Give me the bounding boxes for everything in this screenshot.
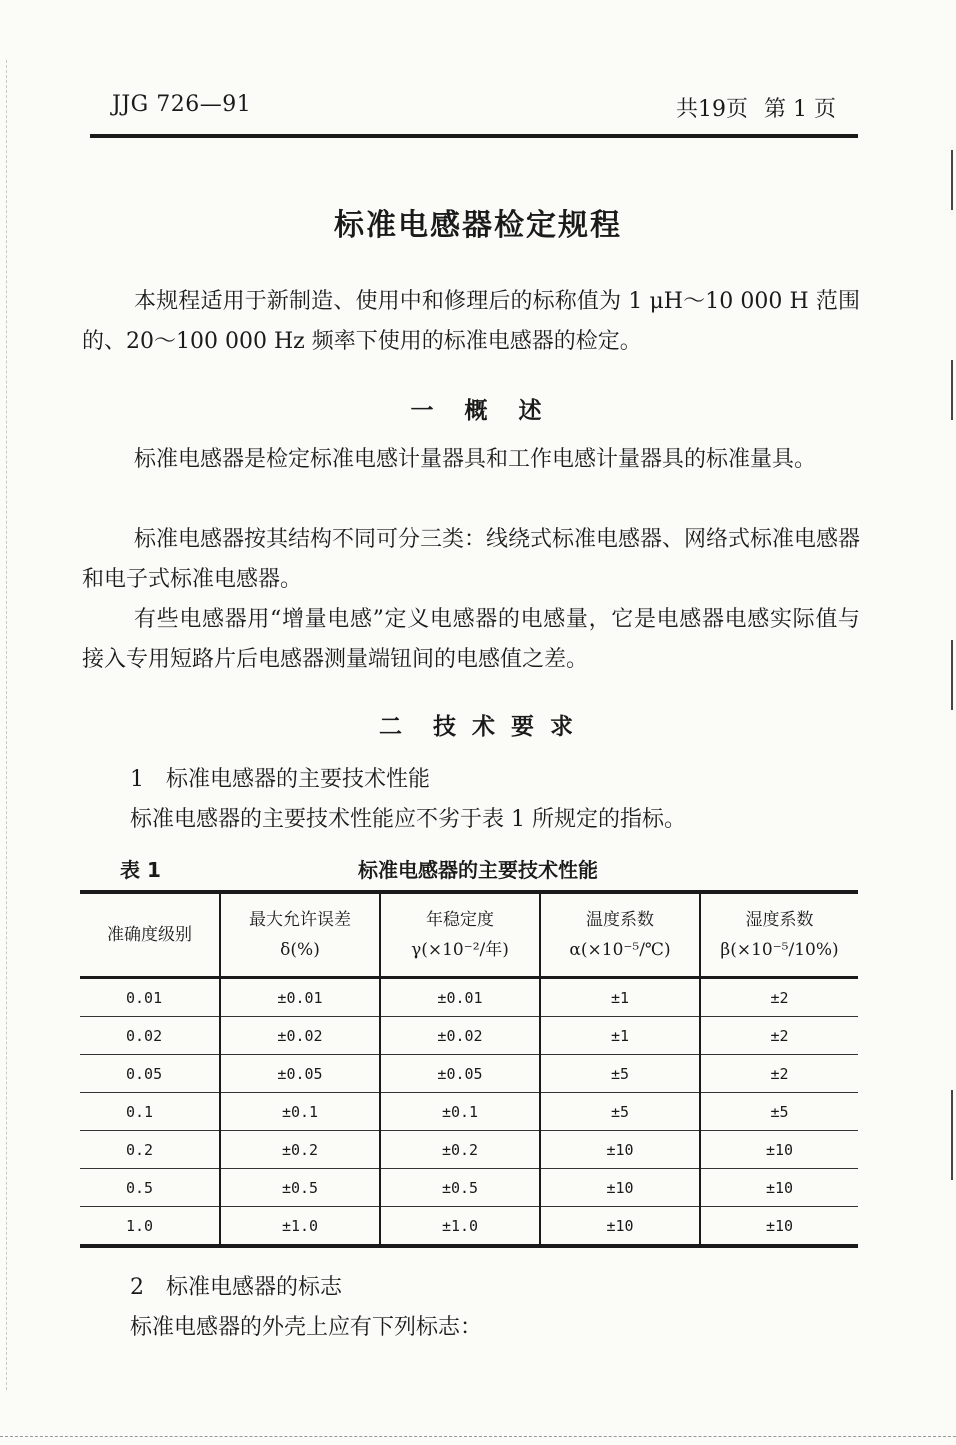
- table-row: [80, 978, 858, 1017]
- table-cell: ±0.05: [380, 1055, 540, 1093]
- table-cell: ±10: [700, 1207, 858, 1247]
- page-header: [112, 92, 836, 126]
- table-header-row: [80, 892, 858, 978]
- table-row: [80, 1017, 858, 1055]
- header-max-error: 最大允许误差 δ(%): [220, 892, 380, 978]
- overview-paragraph-2: 标准电感器按其结构不同可分三类：线绕式标准电感器、网络式标准电感器和电子式标准电感器。: [82, 527, 861, 592]
- standard-number: JJG 726—91: [112, 92, 252, 117]
- item-2-text: 标准电感器的外壳上应有下列标志：: [130, 1315, 483, 1340]
- table-row: [80, 1131, 858, 1169]
- table-cell: ±0.01: [220, 978, 380, 1017]
- table-cell: ±1: [540, 1017, 700, 1055]
- scan-edge-mark: [951, 1090, 953, 1180]
- item-1-title: 1 标准电感器的主要技术性能: [130, 767, 430, 792]
- item-2-title: 2 标准电感器的标志: [130, 1275, 342, 1300]
- table-cell: ±2: [700, 1017, 858, 1055]
- table-cell: 0.02: [80, 1017, 220, 1055]
- section-heading-requirements: 二 技 术 要 求: [378, 714, 578, 740]
- scan-bottom-edge: [0, 1436, 956, 1438]
- total-pages: 共19页: [676, 97, 749, 122]
- table-cell: ±2: [700, 1055, 858, 1093]
- table-cell: ±5: [540, 1055, 700, 1093]
- table-row: [80, 1093, 858, 1131]
- scan-edge-mark: [951, 640, 953, 710]
- header-rule: [90, 134, 858, 138]
- table-cell: ±10: [540, 1207, 700, 1247]
- intro-paragraph: 本规程适用于新制造、使用中和修理后的标称值为 1 μH～10 000 H 范围的、20～100 000 Hz 频率下使用的标准电感器的检定。: [82, 289, 860, 354]
- table-cell: ±0.2: [380, 1131, 540, 1169]
- table-cell: ±0.02: [220, 1017, 380, 1055]
- table-cell: ±0.1: [220, 1093, 380, 1131]
- overview-paragraph-1: 标准电感器是检定标准电感计量器具和工作电感计量器具的标准量具。: [134, 447, 817, 472]
- header-humidity-coefficient: 湿度系数 β(×10⁻⁵/10%): [700, 892, 858, 978]
- table-cell: ±10: [700, 1169, 858, 1207]
- table-cell: ±5: [700, 1093, 858, 1131]
- table-cell: ±0.01: [380, 978, 540, 1017]
- table-row: [80, 1055, 858, 1093]
- page-number: 第 1 页: [764, 97, 836, 122]
- table-cell: ±0.5: [220, 1169, 380, 1207]
- table-cell: 0.1: [80, 1093, 220, 1131]
- table-cell: ±10: [540, 1169, 700, 1207]
- table-title: 标准电感器的主要技术性能: [358, 858, 598, 882]
- table-cell: ±0.5: [380, 1169, 540, 1207]
- table-cell: 0.2: [80, 1131, 220, 1169]
- table-label: 表 1: [120, 858, 161, 882]
- overview-paragraph-3: 有些电感器用“增量电感”定义电感器的电感量，它是电感器电感实际值与接入专用短路片后电感器测量端钮间的电感值之差。: [82, 607, 860, 672]
- document-title: 标准电感器检定规程: [334, 208, 622, 243]
- table-row: [80, 1169, 858, 1207]
- table-cell: ±10: [700, 1131, 858, 1169]
- header-annual-stability: 年稳定度 γ(×10⁻²/年): [380, 892, 540, 978]
- table-cell: 0.5: [80, 1169, 220, 1207]
- table-row: [80, 1207, 858, 1247]
- table-cell: ±1: [540, 978, 700, 1017]
- table-cell: 1.0: [80, 1207, 220, 1247]
- performance-table: [80, 890, 858, 1248]
- table-cell: 0.01: [126, 988, 163, 1007]
- table-cell: ±0.05: [220, 1055, 380, 1093]
- table-cell: ±5: [540, 1093, 700, 1131]
- section-heading-overview: 一 概 述: [410, 398, 546, 424]
- item-1-text: 标准电感器的主要技术性能应不劣于表 1 所规定的指标。: [130, 807, 686, 832]
- table-cell: ±10: [540, 1131, 700, 1169]
- header-accuracy-class: 准确度级别: [80, 892, 220, 978]
- table-cell: ±0.1: [380, 1093, 540, 1131]
- table-cell: ±1.0: [220, 1207, 380, 1247]
- table-cell: ±1.0: [380, 1207, 540, 1247]
- page-info: [660, 92, 836, 123]
- table-cell: ±2: [700, 978, 858, 1017]
- header-temperature-coefficient: 温度系数 α(×10⁻⁵/℃): [540, 892, 700, 978]
- table-cell: 0.05: [80, 1055, 220, 1093]
- table-cell: ±0.2: [220, 1131, 380, 1169]
- table-cell: ±0.02: [380, 1017, 540, 1055]
